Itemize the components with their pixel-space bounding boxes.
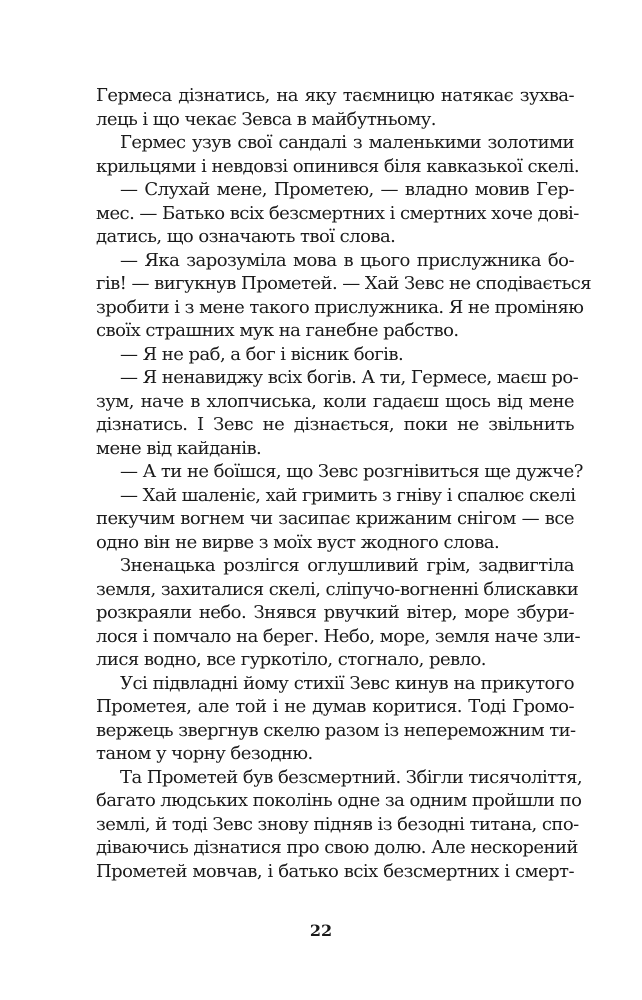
text-line: Усі підвладні йому стихії Зевс кинув на прикутого: [120, 672, 574, 694]
text-line: лися водно, все гуркотіло, стогнало, ревло.: [96, 649, 486, 670]
text-line: розкраяли небо. Знявся рвучкий вітер, море збури-: [96, 602, 574, 623]
text-line: крильцями і невдовзі опинився біля кавказької скелі.: [96, 155, 580, 177]
page-number: 22: [309, 921, 333, 940]
text-line: — А ти не боїшся, що Зевс розгнівиться ще дужче?: [120, 461, 583, 482]
text-line: мене від кайданів.: [96, 437, 262, 459]
text-line: — Я ненавиджу всіх богів. А ти, Гермесе, маєш ро-: [120, 367, 579, 388]
text-line: землі, й тоді Зевс знову підняв із безодні титана, спо-: [96, 813, 579, 835]
text-line: діваючись дізнатися про свою долю. Але нескорений: [96, 837, 578, 858]
text-line: пекучим вогнем чи засипає крижаним снігом — все: [96, 508, 574, 529]
text-line: — Я не раб, а бог і вісник богів.: [120, 343, 404, 365]
text-line: датись, що означають твої слова.: [96, 226, 396, 247]
text-line: таном у чорну безодню.: [96, 743, 313, 764]
text-line: дізнатись. І Зевс не дізнається, поки не звільнить: [96, 414, 574, 435]
text-line: земля, захиталися скелі, сліпучо-вогненні блискавки: [96, 578, 579, 600]
text-line: лося і помчало на берег. Небо, море, земля наче зли-: [96, 625, 580, 647]
text-line: Прометея, але той і не думав коритися. Тоді Громо-: [96, 696, 574, 717]
text-line: Прометей мовчав, і батько всіх безсмертних і смерт-: [96, 860, 574, 882]
text-line: гів! — вигукнув Прометей. — Хай Зевс не сподівається: [96, 273, 592, 294]
text-line: вержець звергнув скелю разом із непереможним ти-: [96, 719, 576, 741]
text-line: лець і що чекає Зевса в майбутньому.: [96, 108, 436, 130]
text-line: багато людських поколінь одне за одним пройшли по: [96, 790, 582, 811]
text-line: своїх страшних мук на ганебне рабство.: [96, 320, 459, 341]
text-line: Гермес узув свої сандалі з маленькими золотими: [120, 132, 574, 153]
page-body: [96, 84, 592, 883]
text-line: — Хай шаленіє, хай гримить з гніву і спалює скелі: [120, 484, 576, 506]
text-line: — Слухай мене, Прометею, — владно мовив Гер-: [120, 179, 574, 200]
text-line: Зненацька розлігся оглушливий грім, задвигтіла: [120, 555, 574, 576]
text-line: — Яка зарозуміла мова в цього прислужника бо-: [120, 249, 574, 271]
text-line: одно він не вирве з моїх вуст жодного слова.: [96, 531, 500, 553]
text-line: зробити і з мене такого прислужника. Я не проміняю: [96, 296, 584, 318]
text-line: мес. — Батько всіх безсмертних і смертних хоче дові-: [96, 202, 579, 224]
text-line: Та Прометей був безсмертний. Збігли тисячоліття,: [120, 766, 583, 788]
text-line: зум, наче в хлопчиська, коли гадаєш щось від мене: [96, 390, 574, 412]
text-line: Гермеса дізнатись, на яку таємницю натякає зухва-: [96, 85, 574, 106]
